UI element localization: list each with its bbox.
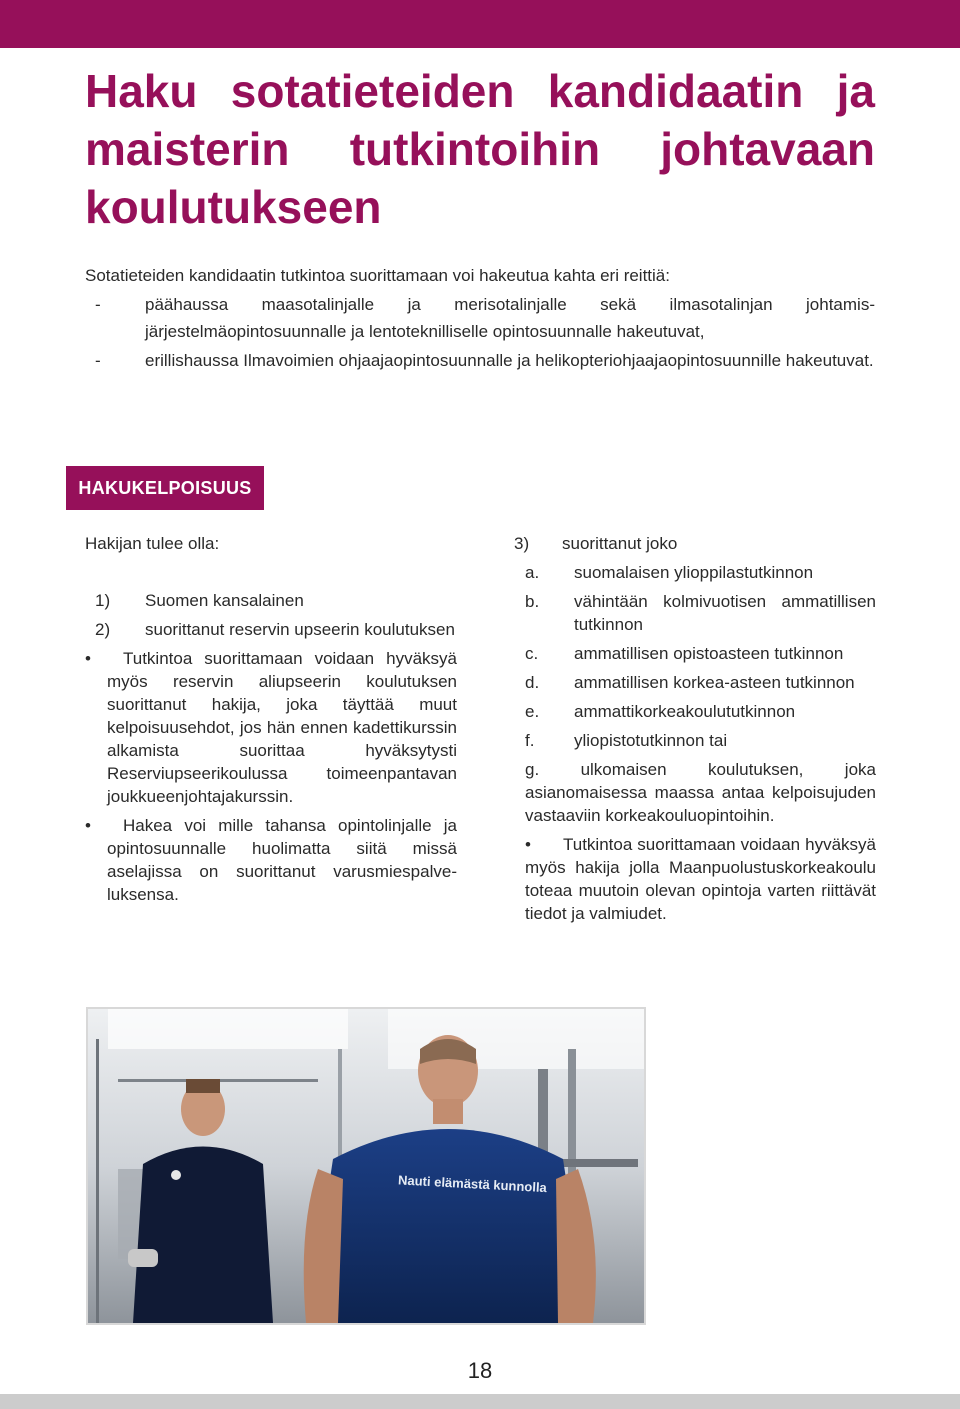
gym-scene-illustration: [88, 1009, 644, 1323]
intro-list-item: [85, 291, 875, 345]
bullet-icon: •: [525, 835, 531, 854]
section-heading-badge: HAKUKELPOISUUS: [66, 466, 264, 510]
sub-item-letter: f.: [525, 731, 535, 750]
dash-marker: -: [95, 351, 101, 370]
numbered-item: [85, 618, 457, 641]
sub-item-letter: e.: [525, 702, 540, 721]
bottom-color-bar: [0, 1394, 960, 1409]
sub-item: [525, 700, 876, 723]
bullet-text: Tutkintoa suorittamaan voidaan hyväksyä myös hakija jolla Maanpuolustuskorkeakoulu toteaa muutoin olevan opintoja varten riittävät tiedot ja valmiudet.: [525, 835, 876, 923]
sub-item-text: yliopistotutkinnon tai: [574, 731, 728, 750]
numbered-item: [85, 589, 457, 612]
sub-item-text: vähintään kolmivuotisen ammatillisen tutkinnon: [574, 592, 876, 634]
item-text: Suomen kansalainen: [145, 591, 304, 610]
item-number: 3): [514, 534, 530, 553]
sub-item-text: ammatillisen opistoasteen tutkinnon: [574, 644, 844, 663]
bullet-paragraph: [525, 833, 876, 925]
sub-item-g: g. ulkomaisen koulutuksen, joka asianomaisessa maassa antaa kelpoisujuden vastaaviin korkeakouluopintoihin.: [525, 760, 876, 825]
sub-item: [525, 671, 876, 694]
sub-item-text: ammattikorkeakoulututkinnon: [574, 702, 796, 721]
right-column: [514, 532, 876, 925]
intro-list-item: [85, 347, 875, 374]
sub-item: [525, 590, 876, 636]
sub-item-text: ammatillisen korkea-asteen tutkinnon: [574, 673, 855, 692]
gym-photo: [86, 1007, 646, 1325]
bullet-icon: •: [85, 816, 91, 835]
intro-section: [85, 262, 875, 374]
item-text: suorittanut reservin upseerin koulutuksen: [145, 620, 455, 639]
item-number: 1): [95, 591, 111, 610]
sub-item: [525, 561, 876, 584]
intro-lead: Sotatieteiden kandidaatin tutkintoa suorittamaan voi hakeutua kahta eri reittiä:: [85, 266, 670, 285]
bullet-text: Tutkintoa suorittamaan voidaan hyväksyä myös reservin aliupseerin koulutuksen suorittanut hakija, joka täyttää muut kelpoisuusehdot, jos hän ennen kadettikurssin alkamista suorittaa hyväksytysti Reserviupseerikoulussa toimeenpantavan joukkueenjohtajakurssin.: [107, 649, 457, 806]
bullet-paragraph: [85, 814, 457, 906]
dash-marker: -: [95, 295, 101, 314]
sub-item-letter: d.: [525, 673, 540, 692]
sub-item: [525, 729, 876, 752]
eligibility-lead: Hakijan tulee olla:: [85, 534, 220, 553]
bullet-text: Hakea voi mille tahansa opintolinjalle ja opintosuunnalle huolimatta siitä missä aselajissa on suorittanut varusmiespalveluksensa.: [107, 816, 457, 904]
sub-item-text: suomalaisen ylioppilastutkinnon: [574, 563, 814, 582]
bullet-paragraph: [85, 647, 457, 808]
sub-item-letter: c.: [525, 644, 539, 663]
left-column: [85, 532, 457, 906]
sub-item-letter: b.: [525, 592, 540, 611]
page-title: Haku sotatieteiden kandidaatin ja maisterin tutkintoihin johtavaan koulutukseen: [85, 65, 875, 233]
sub-item: [525, 642, 876, 665]
intro-list-text: päähaussa maasotalinjalle ja merisotalinjalle sekä ilmasotalinjan johtamisjärjestelmäopintosuunnalle ja lentoteknilliselle opintosuunnalle hakeutuvat,: [145, 295, 875, 341]
item-text: suorittanut joko: [562, 534, 678, 553]
item-number: 2): [95, 620, 111, 639]
intro-list-text: erillishaussa Ilmavoimien ohjaajaopintosuunnalle ja helikopteriohjaajaopintosuunnille hakeutuvat.: [145, 351, 874, 370]
bullet-icon: •: [85, 649, 91, 668]
sub-item-letter: a.: [525, 563, 540, 582]
page-number: 18: [467, 1358, 493, 1383]
numbered-item: [514, 532, 876, 555]
shirt-print-text: Nauti elämästä kunnolla: [397, 1172, 548, 1196]
top-color-bar: [0, 0, 960, 48]
